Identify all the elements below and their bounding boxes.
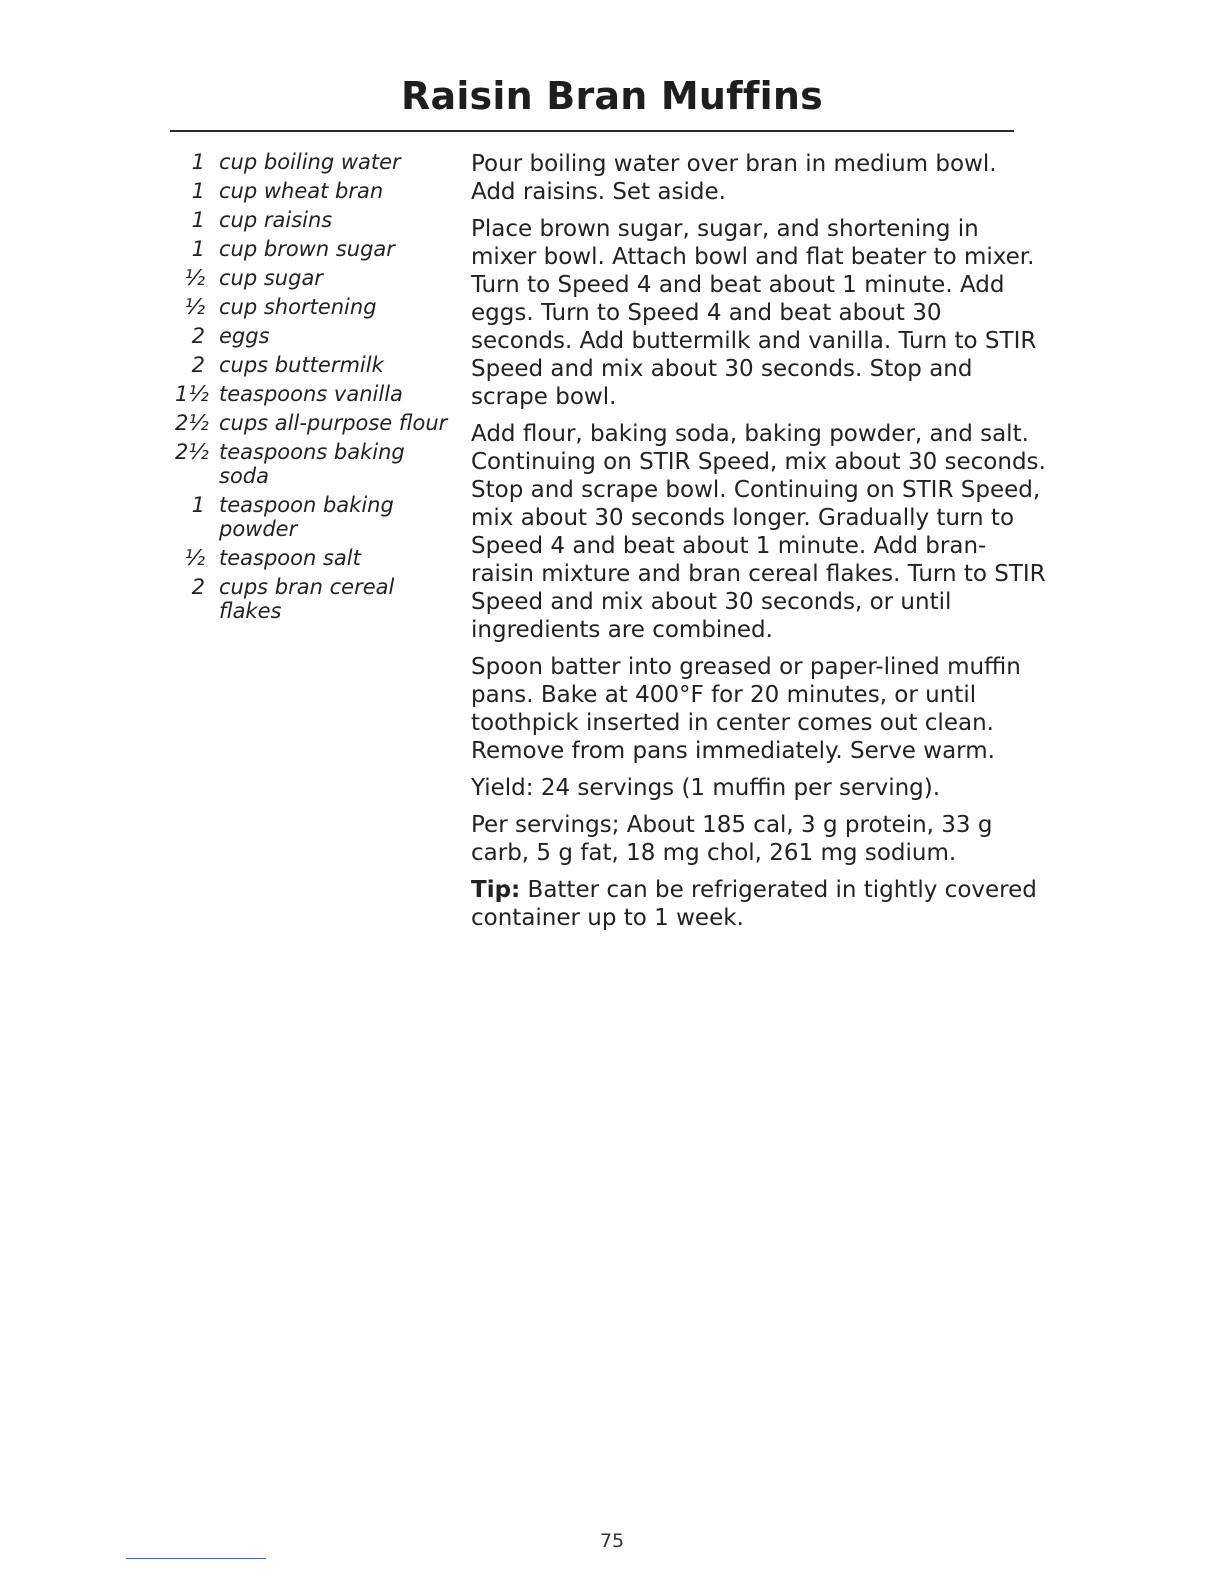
ingredient-item <box>175 575 455 623</box>
tip <box>471 876 1046 932</box>
ingredient-quantity: 2½ <box>175 440 209 464</box>
ingredient-item <box>175 295 455 319</box>
ingredient-name: cup boiling water <box>219 150 401 174</box>
yield-text: Yield: 24 servings (1 muffin per serving). <box>471 775 941 801</box>
ingredient-name: cup wheat bran <box>219 179 384 203</box>
ingredient-quantity: 1 <box>191 237 205 261</box>
title-divider <box>170 130 1014 132</box>
ingredient-name: teaspoon salt <box>219 546 361 570</box>
footer-rule <box>126 1558 266 1559</box>
ingredient-item <box>175 382 455 406</box>
ingredient-quantity: ½ <box>184 266 205 290</box>
ingredient-item <box>175 179 455 203</box>
ingredient-name: cups buttermilk <box>219 353 384 377</box>
ingredient-name: teaspoons vanilla <box>219 382 403 406</box>
ingredient-quantity: 1½ <box>175 382 209 406</box>
ingredient-quantity: ½ <box>184 295 205 319</box>
ingredient-item <box>175 546 455 570</box>
direction-step: Pour boiling water over bran in medium bowl. Add raisins. Set aside. <box>471 151 997 205</box>
ingredient-name: teaspoons baking soda <box>219 440 405 488</box>
ingredient-name: cups all-purpose flour <box>219 411 448 435</box>
direction-step: Add flour, baking soda, baking powder, and salt. Continuing on STIR Speed, mix about 30 seconds. Stop and scrape bowl. Continuing on STIR Speed, mix about 30 seconds longer. Gradually turn to Speed 4 and beat about 1 minute. Add bran-raisin mixture and bran cereal flakes. Turn to STIR Speed and mix about 30 seconds, or until ingredients are combined. <box>471 421 1046 643</box>
ingredient-item <box>175 237 455 261</box>
ingredient-name: teaspoon baking powder <box>219 493 394 541</box>
ingredient-item <box>175 208 455 232</box>
ingredient-list <box>175 150 455 628</box>
ingredient-item <box>175 324 455 348</box>
ingredient-quantity: ½ <box>184 546 205 570</box>
ingredient-item <box>175 150 455 174</box>
ingredient-quantity: 1 <box>191 208 205 232</box>
ingredient-quantity: 2 <box>191 353 205 377</box>
recipe-title: Raisin Bran Muffins <box>401 74 823 118</box>
tip-label: Tip: <box>471 877 521 903</box>
ingredient-item <box>175 411 455 435</box>
ingredient-item <box>175 493 455 541</box>
nutrition-text: Per servings; About 185 cal, 3 g protein, 33 g carb, 5 g fat, 18 mg chol, 261 mg sodium. <box>471 812 993 866</box>
ingredient-quantity: 2½ <box>175 411 209 435</box>
ingredient-item <box>175 353 455 377</box>
tip-text: Batter can be refrigerated in tightly covered container up to 1 week. <box>471 877 1037 931</box>
ingredient-name: cup raisins <box>219 208 333 232</box>
ingredient-quantity: 1 <box>191 179 205 203</box>
direction-step: Spoon batter into greased or paper-lined muffin pans. Bake at 400°F for 20 minutes, or until toothpick inserted in center comes out clean. Remove from pans immediately. Serve warm. <box>471 654 1021 764</box>
ingredient-quantity: 1 <box>191 150 205 174</box>
ingredient-name: cup sugar <box>219 266 323 290</box>
ingredient-quantity: 2 <box>191 575 205 599</box>
direction-step: Place brown sugar, sugar, and shortening in mixer bowl. Attach bowl and flat beater to mixer. Turn to Speed 4 and beat about 1 minute. Add eggs. Turn to Speed 4 and beat about 30 seconds. Add buttermilk and vanilla. Turn to STIR Speed and mix about 30 seconds. Stop and scrape bowl. <box>471 216 1037 410</box>
ingredient-item <box>175 266 455 290</box>
ingredient-quantity: 2 <box>191 324 205 348</box>
ingredient-name: cups bran cereal flakes <box>219 575 395 623</box>
ingredient-name: cup shortening <box>219 295 377 319</box>
page-number: 75 <box>599 1530 625 1552</box>
ingredient-item <box>175 440 455 488</box>
ingredient-name: eggs <box>219 324 270 348</box>
directions <box>471 150 1046 941</box>
ingredient-name: cup brown sugar <box>219 237 395 261</box>
ingredient-quantity: 1 <box>191 493 205 517</box>
